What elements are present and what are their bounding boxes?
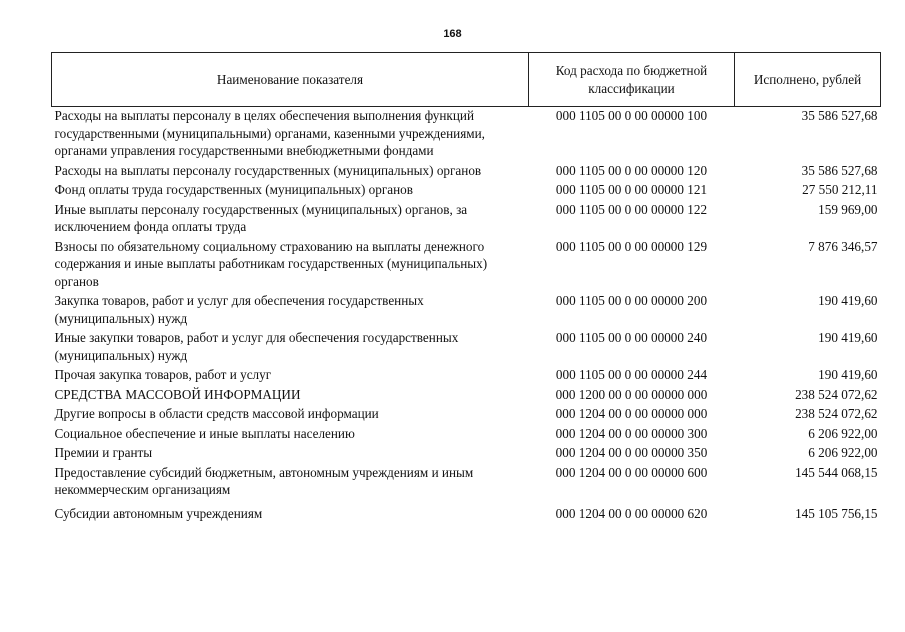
- header-budget-code: Код расхода по бюджетной классификации: [529, 53, 735, 107]
- executed-amount: 27 550 212,11: [802, 182, 878, 197]
- budget-code: 000 1204 00 0 00 00000 620: [555, 505, 708, 521]
- budget-code: 000 1105 00 0 00 00000 200: [555, 293, 708, 308]
- budget-code: 000 1105 00 0 00 00000 244: [555, 367, 708, 382]
- table-row: [52, 405, 881, 425]
- indicator-name: Предоставление субсидий бюджетным, автономным учреждениям и иным некоммерческим организациям: [54, 464, 474, 497]
- budget-code: 000 1204 00 0 00 00000 600: [555, 464, 708, 480]
- budget-code: 000 1105 00 0 00 00000 121: [555, 182, 708, 197]
- table-row: [52, 238, 881, 293]
- executed-amount: 145 105 756,15: [795, 505, 878, 521]
- indicator-name: Иные выплаты персоналу государственных (муниципальных) органов, за исключением фонда оплаты труда: [54, 201, 468, 234]
- table-header-row: [52, 53, 881, 107]
- executed-amount: 7 876 346,57: [808, 238, 878, 254]
- page-number: 168: [443, 28, 462, 40]
- executed-amount: 159 969,00: [818, 201, 878, 217]
- indicator-name: Прочая закупка товаров, работ и услуг: [54, 367, 272, 382]
- table-row: [52, 444, 881, 464]
- executed-amount: 238 524 072,62: [795, 386, 878, 402]
- indicator-name: Премии и гранты: [54, 445, 153, 460]
- budget-code: 000 1204 00 0 00 00000 350: [555, 445, 708, 460]
- executed-amount: 190 419,60: [818, 367, 878, 382]
- header-executed-amount: Исполнено, рублей: [735, 53, 881, 107]
- indicator-name: Социальное обеспечение и иные выплаты населению: [54, 425, 355, 441]
- table-row: [52, 501, 881, 525]
- table-row: [52, 292, 881, 329]
- table-row: [52, 464, 881, 501]
- indicator-name: Иные закупки товаров, работ и услуг для обеспечения государственных (муниципальных) нужд: [54, 330, 459, 363]
- budget-code: 000 1105 00 0 00 00000 120: [555, 162, 708, 178]
- executed-amount: 6 206 922,00: [808, 445, 878, 460]
- budget-code: 000 1105 00 0 00 00000 122: [555, 201, 708, 217]
- budget-code: 000 1200 00 0 00 00000 000: [555, 386, 708, 402]
- executed-amount: 190 419,60: [818, 330, 878, 345]
- table-row: [52, 366, 881, 386]
- executed-amount: 190 419,60: [818, 293, 878, 308]
- indicator-name: Субсидии автономным учреждениям: [54, 505, 263, 521]
- indicator-name: СРЕДСТВА МАССОВОЙ ИНФОРМАЦИИ: [54, 386, 301, 402]
- budget-code: 000 1204 00 0 00 00000 000: [555, 406, 708, 421]
- executed-amount: 6 206 922,00: [808, 425, 878, 441]
- table-row: [52, 329, 881, 366]
- budget-code: 000 1105 00 0 00 00000 129: [555, 238, 708, 254]
- table-row: [52, 386, 881, 406]
- budget-code: 000 1105 00 0 00 00000 100: [555, 108, 708, 123]
- indicator-name: Закупка товаров, работ и услуг для обеспечения государственных (муниципальных) нужд: [54, 293, 424, 326]
- table-row: [52, 181, 881, 201]
- budget-code: 000 1204 00 0 00 00000 300: [555, 425, 708, 441]
- budget-code: 000 1105 00 0 00 00000 240: [555, 330, 708, 345]
- budget-expense-table: [51, 52, 881, 524]
- table-row: [52, 107, 881, 162]
- table-row: [52, 201, 881, 238]
- table-row: [52, 162, 881, 182]
- executed-amount: 238 524 072,62: [795, 406, 878, 421]
- header-indicator-name: Наименование показателя: [52, 53, 529, 107]
- executed-amount: 35 586 527,68: [801, 162, 878, 178]
- indicator-name: Расходы на выплаты персоналу в целях обеспечения выполнения функций государственными (муниципальными) органами, казенными учреждениями, органами управления государственными внебюджетными фондами: [54, 108, 485, 158]
- indicator-name: Взносы по обязательному социальному страхованию на выплаты денежного содержания и иные выплаты работникам государственных (муниципальных) органов: [54, 238, 488, 289]
- table-row: [52, 425, 881, 445]
- executed-amount: 35 586 527,68: [801, 108, 878, 123]
- table-body: [52, 107, 881, 525]
- indicator-name: Другие вопросы в области средств массовой информации: [54, 406, 379, 421]
- executed-amount: 145 544 068,15: [795, 464, 878, 480]
- indicator-name: Расходы на выплаты персоналу государственных (муниципальных) органов: [54, 162, 482, 178]
- indicator-name: Фонд оплаты труда государственных (муниципальных) органов: [54, 182, 414, 197]
